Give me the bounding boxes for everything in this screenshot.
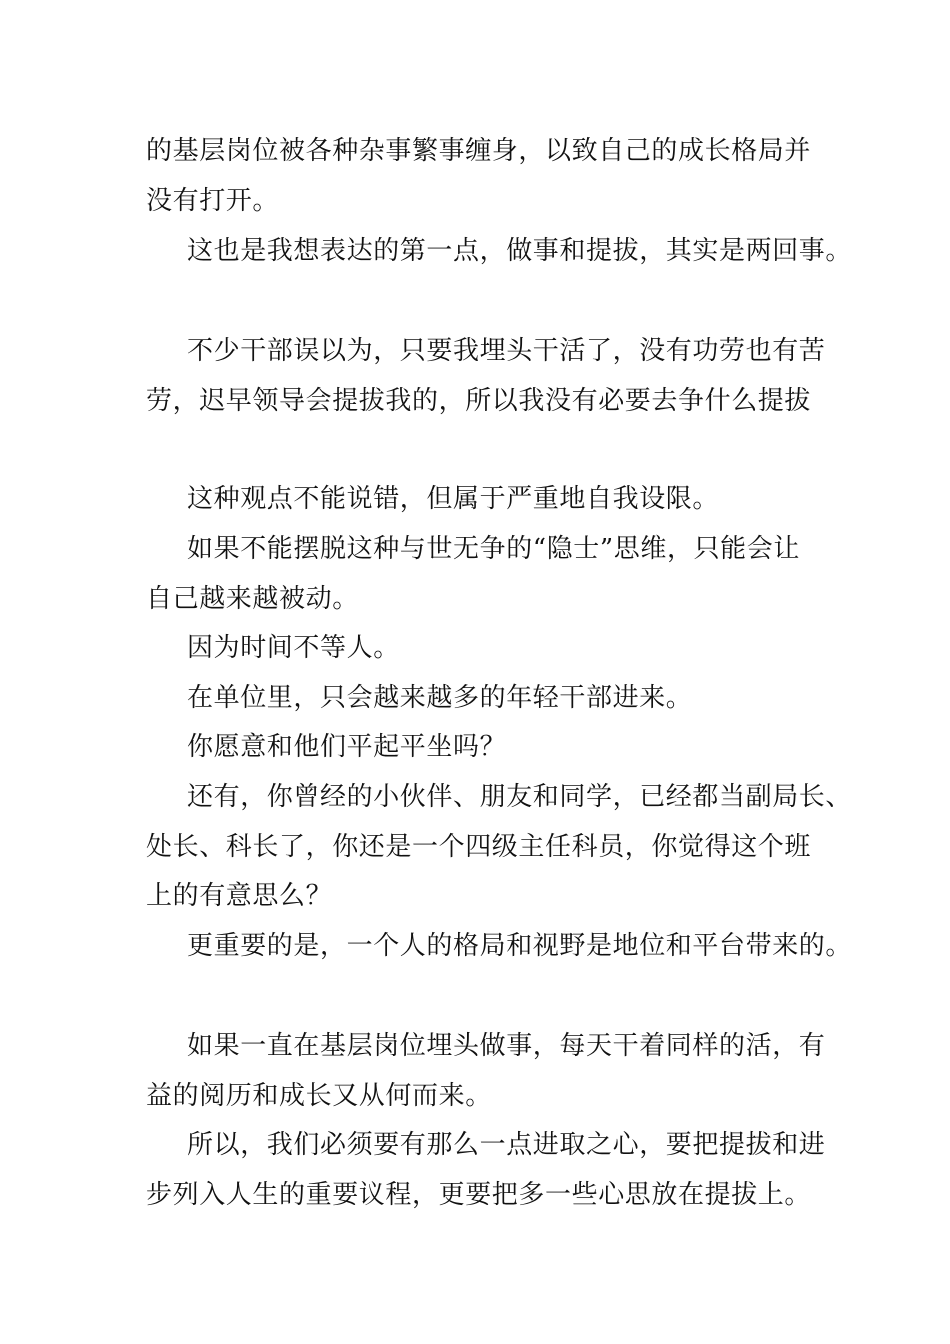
text-line: 处长、科长了，你还是一个四级主任科员，你觉得这个班: [146, 832, 812, 862]
text-line: 还有，你曾经的小伙伴、朋友和同学，已经都当副局长、: [187, 782, 853, 812]
text-line: 劳，迟早领导会提拔我的，所以我没有必要去争什么提拔: [146, 386, 812, 416]
text-line: 自己越来越被动。: [146, 584, 359, 614]
text-line: 上的有意思么？: [146, 881, 333, 911]
text-line: 不少干部误以为，只要我埋头干活了，没有功劳也有苦: [187, 336, 826, 366]
text-line: 你愿意和他们平起平坐吗？: [187, 732, 507, 762]
text-line: 在单位里，只会越来越多的年轻干部进来。: [187, 683, 693, 713]
text-line: 如果不能摆脱这种与世无争的“隐士”思维，只能会让: [187, 534, 800, 564]
text-line: 如果一直在基层岗位埋头做事，每天干着同样的活，有: [187, 1031, 826, 1061]
text-line: 益的阅历和成长又从何而来。: [146, 1081, 492, 1111]
text-line: 没有打开。: [146, 186, 280, 216]
text-line: 因为时间不等人。: [187, 633, 400, 663]
text-line: 这也是我想表达的第一点，做事和提拔，其实是两回事。: [187, 236, 853, 266]
text-line: 所以，我们必须要有那么一点进取之心，要把提拔和进: [187, 1130, 826, 1160]
text-line: 这种观点不能说错，但属于严重地自我设限。: [187, 484, 720, 514]
text-line: 更重要的是，一个人的格局和视野是地位和平台带来的。: [187, 931, 853, 961]
text-line: 的基层岗位被各种杂事繁事缠身，以致自己的成长格局并: [146, 136, 812, 166]
text-line: 步列入人生的重要议程，更要把多一些心思放在提拔上。: [146, 1180, 812, 1210]
